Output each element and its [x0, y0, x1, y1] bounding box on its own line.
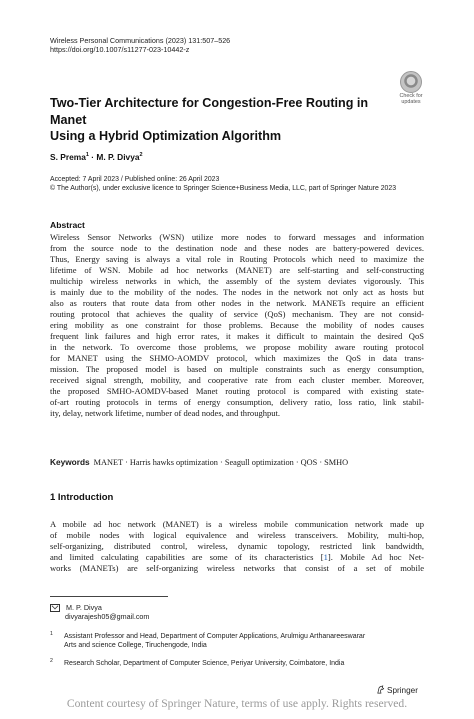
journal-header: [50, 36, 230, 55]
author-1[interactable]: S. Prema: [50, 152, 86, 162]
springer-horse-icon: [376, 685, 385, 694]
abstract-heading: Abstract: [50, 220, 85, 230]
abstract-line: received signal strength, mobility, and cooperative rate from each cluster member. Moreover,: [50, 375, 424, 386]
check-for-updates-badge[interactable]: [393, 71, 429, 105]
abstract-line: ity, delay, network lifetime, number of dead nodes, and throughput.: [50, 408, 281, 419]
abstract-line: lifetime of WSN. Mobile ad hoc networks (MANET) are self-starting and self-constructing: [50, 265, 424, 276]
badge-label: Check for updates: [399, 93, 423, 105]
abstract-line: multichip wireless networks in which, the assembly of the system deviates vigorously. This: [50, 276, 424, 287]
update-check-icon: [400, 71, 422, 93]
journal-citation: Wireless Personal Communications (2023) 131:507–526: [50, 36, 231, 45]
abstract-line: Thus, Energy saving is always a vital role in Routing Protocols which need to maximize the: [50, 254, 424, 265]
courtesy-notice: Content courtesy of Springer Nature, terms of use apply. Rights reserved.: [66, 697, 408, 710]
envelope-icon: [50, 604, 60, 612]
abstract-line: mission. The proposed model is based on multiple constraints such as energy consumption,: [50, 364, 424, 375]
abstract-line: from the source node to the destination node and these nodes are battery-powered devices.: [50, 243, 424, 254]
correspondent-email[interactable]: divyarajesh05@gmail.com: [65, 612, 150, 622]
abstract-line: also as routers that route data from other nodes in the network. MANETs require an efficient: [50, 298, 424, 309]
section-heading-introduction: 1 Introduction: [50, 492, 114, 503]
abstract-line: ering mobility as one constraint for those problems. Because the mobility of nodes causes: [50, 320, 424, 331]
introduction-body: A mobile ad hoc network (MANET) is a wireless mobile communication network made up of mobile nodes with logical equivalence and wireless transceivers. Mobility, multi-hop, self-organizing, distributed control, wireless, dynamic topology, restricted link bandwidth, and limited calculating capabilities are some of its characteristics [1]. Mobile Ad hoc Net- works (MANETs) are self-organizing wireless networks that consist of a set of mobile: [50, 519, 424, 574]
abstract-line: of-art routing protocols in terms of energy consumption, delivery ratio, loss ratio, link stabil-: [50, 397, 424, 408]
article-title: Two-Tier Architecture for Congestion-Free Routing in Manet Using a Hybrid Optimization Algorithm: [50, 96, 369, 143]
keywords-label: Keywords: [50, 457, 90, 467]
abstract-body: [50, 232, 424, 419]
copyright-line: © The Author(s), under exclusive licence to Springer Science+Business Media, LLC, part of Springer Nature 2023: [50, 184, 397, 192]
article-dates: [50, 176, 396, 194]
correspondent-name: M. P. Divya: [66, 603, 102, 612]
keywords-text: MANET · Harris hawks optimization · Seagull optimization · QOS · SMHO: [93, 458, 349, 467]
abstract-line: the proposed SMHO-AOMDV-based Manet routing protocol is compared with existing state-: [50, 386, 424, 397]
abstract-line: Wireless Sensor Networks (WSN) utilize more nodes to forward messages and information: [50, 232, 424, 242]
abstract-line: routing protocol that achieves the quality of service (QoS) mechanism. They are not consid-: [50, 309, 424, 320]
publisher-logo: Springer: [376, 685, 418, 695]
abstract-line: is mainly due to the mobility of the nodes. The nodes in the network not only act as hosts but: [50, 287, 424, 298]
abstract-line: for MANET using the SHMO-AOMDV protocol, which maximizes the QoS in data trans-: [50, 353, 424, 364]
abstract-line: frequent link failures and high error rates, it makes it difficult to maintain the desired QoS: [50, 331, 424, 342]
footnote-divider: [50, 596, 168, 597]
keywords: [50, 457, 348, 467]
author-2[interactable]: M. P. Divya: [96, 152, 140, 162]
citation-link[interactable]: 1: [323, 552, 328, 563]
abstract-line: in the network. To overcome those problems, we propose mobility aware routing protocol: [50, 342, 424, 353]
doi-link[interactable]: https://doi.org/10.1007/s11277-023-10442-z: [50, 45, 190, 55]
author-list: S. Prema$^1$ · M. P. Divya$^2$: [50, 152, 143, 162]
publication-dates: Accepted: 7 April 2023 / Published online: 26 April 2023: [50, 176, 220, 183]
corresponding-author: [50, 603, 149, 622]
